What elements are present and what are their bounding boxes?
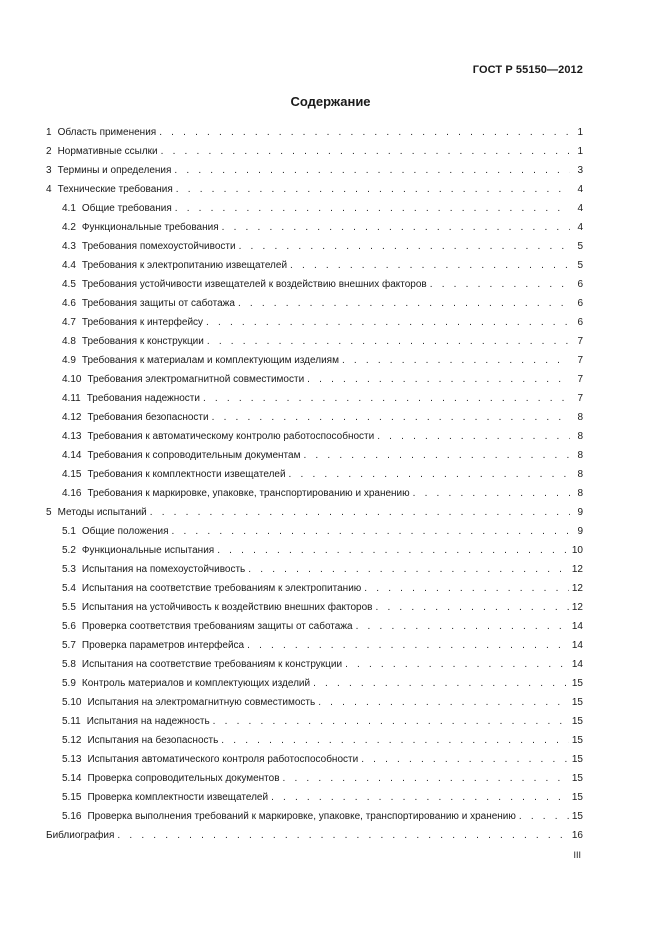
toc-entry[interactable] bbox=[46, 750, 583, 769]
toc-entry-number: 4.10 bbox=[62, 374, 82, 385]
toc-entry[interactable] bbox=[46, 123, 583, 142]
toc-entry-label: Испытания автоматического контроля работоспособности bbox=[87, 754, 359, 765]
toc-entry-number: 4.6 bbox=[62, 298, 76, 309]
toc-entry-label: Испытания на электромагнитную совместимость bbox=[87, 697, 316, 708]
toc-entry[interactable] bbox=[46, 560, 583, 579]
toc-entry-label: Контроль материалов и комплектующих изделий bbox=[81, 678, 311, 689]
dot-leader bbox=[342, 351, 570, 370]
toc-entry-label: Требования надежности bbox=[86, 393, 200, 404]
toc-entry-label: Технические требования bbox=[57, 184, 173, 195]
toc-entry-number: 4.14 bbox=[62, 450, 82, 461]
toc-entry-number: 2 bbox=[46, 146, 52, 157]
toc-entry-label: Требования к конструкции bbox=[81, 336, 204, 347]
toc-entry[interactable] bbox=[46, 769, 583, 788]
dot-leader bbox=[238, 294, 570, 313]
toc-entry[interactable] bbox=[46, 313, 583, 332]
toc-entry-label: Требования к электропитанию извещателей bbox=[81, 260, 288, 271]
toc-entry-page: 14 bbox=[571, 621, 583, 632]
toc-entry-page: 15 bbox=[571, 773, 583, 784]
toc-entry-label: Требования к интерфейсу bbox=[81, 317, 204, 328]
toc-entry-label: Испытания на устойчивость к воздействию внешних факторов bbox=[81, 602, 373, 613]
toc-entry-number: 4.3 bbox=[62, 241, 76, 252]
toc-entry-page: 7 bbox=[577, 393, 583, 404]
toc-entry-page: 5 bbox=[577, 241, 583, 252]
toc-entry-label: Функциональные испытания bbox=[81, 545, 215, 556]
toc-entry[interactable] bbox=[46, 275, 583, 294]
toc-entry-number: 4.15 bbox=[62, 469, 82, 480]
toc-entry-page: 14 bbox=[571, 659, 583, 670]
toc-entry[interactable] bbox=[46, 294, 583, 313]
dot-leader bbox=[345, 655, 569, 674]
dot-leader bbox=[172, 522, 571, 541]
toc-entry-page: 6 bbox=[577, 279, 583, 290]
toc-entry[interactable] bbox=[46, 617, 583, 636]
toc-entry-page: 6 bbox=[577, 298, 583, 309]
toc-entry[interactable] bbox=[46, 465, 583, 484]
toc-entry-number: 4 bbox=[46, 184, 52, 195]
dot-leader bbox=[221, 731, 569, 750]
toc-entry-page: 16 bbox=[571, 830, 583, 841]
toc-entry-number: 5.9 bbox=[62, 678, 76, 689]
dot-leader bbox=[375, 598, 568, 617]
toc-entry-number: 4.16 bbox=[62, 488, 82, 499]
toc-entry-page: 4 bbox=[577, 222, 583, 233]
toc-entry[interactable] bbox=[46, 674, 583, 693]
toc-entry[interactable] bbox=[46, 693, 583, 712]
dot-leader bbox=[150, 503, 570, 522]
toc-entry-number: 4.5 bbox=[62, 279, 76, 290]
table-of-contents bbox=[46, 123, 583, 845]
toc-entry-label: Требования помехоустойчивости bbox=[81, 241, 236, 252]
toc-entry-number: 5.7 bbox=[62, 640, 76, 651]
toc-entry-number: 5.3 bbox=[62, 564, 76, 575]
toc-entry-number: 4.4 bbox=[62, 260, 76, 271]
toc-entry-page: 3 bbox=[577, 165, 583, 176]
toc-entry-label: Требования безопасности bbox=[87, 412, 209, 423]
toc-entry-page: 8 bbox=[577, 488, 583, 499]
toc-entry-page: 7 bbox=[577, 355, 583, 366]
dot-leader bbox=[159, 123, 570, 142]
toc-entry[interactable] bbox=[46, 484, 583, 503]
toc-entry-label: Нормативные ссылки bbox=[57, 146, 158, 157]
toc-entry-number: 4.8 bbox=[62, 336, 76, 347]
dot-leader bbox=[213, 712, 569, 731]
toc-entry-page: 12 bbox=[571, 564, 583, 575]
toc-entry-label: Испытания на помехоустойчивость bbox=[81, 564, 246, 575]
toc-entry-label: Термины и определения bbox=[57, 165, 172, 176]
dot-leader bbox=[222, 218, 570, 237]
dot-leader bbox=[217, 541, 569, 560]
dot-leader bbox=[519, 807, 569, 826]
toc-entry[interactable] bbox=[46, 237, 583, 256]
toc-entry-page: 15 bbox=[571, 697, 583, 708]
toc-entry-label: Общие положения bbox=[81, 526, 169, 537]
toc-entry-label: Проверка соответствия требованиям защиты от саботажа bbox=[81, 621, 353, 632]
toc-entry[interactable] bbox=[46, 503, 583, 522]
toc-entry-number: 5.6 bbox=[62, 621, 76, 632]
toc-entry-label: Проверка комплектности извещателей bbox=[87, 792, 269, 803]
dot-leader bbox=[318, 693, 569, 712]
toc-entry-label: Испытания на соответствие требованиям к конструкции bbox=[81, 659, 343, 670]
toc-entry-number: 3 bbox=[46, 165, 52, 176]
dot-leader bbox=[174, 161, 570, 180]
toc-entry-number: 4.13 bbox=[62, 431, 82, 442]
toc-entry[interactable] bbox=[46, 655, 583, 674]
toc-entry[interactable] bbox=[46, 389, 583, 408]
toc-entry-label: Требования к маркировке, упаковке, транспортированию и хранению bbox=[87, 488, 410, 499]
toc-entry[interactable] bbox=[46, 522, 583, 541]
toc-entry-page: 12 bbox=[571, 602, 583, 613]
toc-entry-label: Испытания на безопасность bbox=[87, 735, 219, 746]
toc-entry-number: 5.10 bbox=[62, 697, 82, 708]
toc-entry-number: 5.15 bbox=[62, 792, 82, 803]
toc-entry-number: 5.4 bbox=[62, 583, 76, 594]
dot-leader bbox=[175, 199, 570, 218]
dot-leader bbox=[283, 769, 569, 788]
toc-entry-label: Испытания на соответствие требованиям к электропитанию bbox=[81, 583, 362, 594]
toc-entry-number: 4.9 bbox=[62, 355, 76, 366]
toc-entry-label: Проверка сопроводительных документов bbox=[87, 773, 280, 784]
toc-entry-number: 5.1 bbox=[62, 526, 76, 537]
toc-entry-page: 7 bbox=[577, 336, 583, 347]
toc-entry-number: 5.16 bbox=[62, 811, 82, 822]
dot-leader bbox=[239, 237, 570, 256]
toc-entry[interactable] bbox=[46, 370, 583, 389]
dot-leader bbox=[289, 465, 570, 484]
toc-entry-label: Требования устойчивости извещателей к воздействию внешних факторов bbox=[81, 279, 427, 290]
dot-leader bbox=[206, 313, 570, 332]
toc-entry-label: Методы испытаний bbox=[57, 507, 147, 518]
toc-entry-page: 1 bbox=[577, 127, 583, 138]
toc-entry[interactable] bbox=[46, 199, 583, 218]
toc-entry-number: 4.1 bbox=[62, 203, 76, 214]
dot-leader bbox=[307, 370, 570, 389]
dot-leader bbox=[212, 408, 570, 427]
dot-leader bbox=[413, 484, 570, 503]
toc-entry[interactable] bbox=[46, 180, 583, 199]
toc-entry-page: 6 bbox=[577, 317, 583, 328]
toc-entry[interactable] bbox=[46, 598, 583, 617]
toc-entry[interactable] bbox=[46, 712, 583, 731]
toc-entry-page: 15 bbox=[571, 792, 583, 803]
toc-entry-page: 14 bbox=[571, 640, 583, 651]
toc-entry[interactable] bbox=[46, 427, 583, 446]
toc-entry[interactable] bbox=[46, 256, 583, 275]
toc-entry-page: 5 bbox=[577, 260, 583, 271]
toc-entry[interactable] bbox=[46, 142, 583, 161]
toc-entry-label: Требования к материалам и комплектующим изделиям bbox=[81, 355, 339, 366]
toc-entry-number: 5.14 bbox=[62, 773, 82, 784]
standard-designation: ГОСТ Р 55150—2012 bbox=[472, 64, 583, 76]
dot-leader bbox=[207, 332, 570, 351]
toc-entry-page: 8 bbox=[577, 450, 583, 461]
toc-entry-label: Проверка выполнения требований к маркировке, упаковке, транспортированию и хранению bbox=[87, 811, 516, 822]
toc-entry-label: Требования электромагнитной совместимости bbox=[87, 374, 305, 385]
toc-entry-label: Общие требования bbox=[81, 203, 172, 214]
toc-entry[interactable] bbox=[46, 351, 583, 370]
dot-leader bbox=[247, 636, 569, 655]
toc-title: Содержание bbox=[290, 94, 371, 109]
dot-leader bbox=[313, 674, 569, 693]
toc-entry-label: Проверка параметров интерфейса bbox=[81, 640, 245, 651]
toc-entry-page: 4 bbox=[577, 184, 583, 195]
dot-leader bbox=[176, 180, 570, 199]
toc-entry-number: 5.2 bbox=[62, 545, 76, 556]
toc-entry-number: 5.5 bbox=[62, 602, 76, 613]
dot-leader bbox=[248, 560, 569, 579]
toc-entry[interactable] bbox=[46, 636, 583, 655]
dot-leader bbox=[430, 275, 570, 294]
toc-entry[interactable] bbox=[46, 731, 583, 750]
toc-entry-label: Библиография bbox=[46, 830, 115, 841]
toc-entry-number: 4.12 bbox=[62, 412, 82, 423]
dot-leader bbox=[303, 446, 570, 465]
toc-entry[interactable] bbox=[46, 161, 583, 180]
toc-entry-page: 7 bbox=[577, 374, 583, 385]
toc-entry-page: 15 bbox=[571, 811, 583, 822]
dot-leader bbox=[271, 788, 569, 807]
toc-entry-page: 15 bbox=[571, 754, 583, 765]
toc-entry-label: Функциональные требования bbox=[81, 222, 219, 233]
toc-entry-label: Требования к комплектности извещателей bbox=[87, 469, 286, 480]
toc-entry-page: 15 bbox=[571, 735, 583, 746]
dot-leader bbox=[364, 579, 569, 598]
toc-entry[interactable] bbox=[46, 218, 583, 237]
toc-entry[interactable] bbox=[46, 788, 583, 807]
toc-entry[interactable] bbox=[46, 332, 583, 351]
toc-entry-number: 4.2 bbox=[62, 222, 76, 233]
dot-leader bbox=[117, 826, 568, 845]
dot-leader bbox=[361, 750, 569, 769]
dot-leader bbox=[290, 256, 570, 275]
toc-entry-page: 15 bbox=[571, 716, 583, 727]
toc-entry-number: 4.11 bbox=[62, 393, 81, 404]
toc-entry[interactable] bbox=[46, 446, 583, 465]
toc-entry-number: 1 bbox=[46, 127, 52, 138]
toc-entry-page: 9 bbox=[577, 526, 583, 537]
toc-entry-page: 15 bbox=[571, 678, 583, 689]
toc-entry-number: 5.8 bbox=[62, 659, 76, 670]
toc-entry-page: 12 bbox=[571, 583, 583, 594]
toc-entry[interactable] bbox=[46, 408, 583, 427]
toc-entry-page: 1 bbox=[577, 146, 583, 157]
toc-entry-number: 5.12 bbox=[62, 735, 82, 746]
toc-entry-label: Испытания на надежность bbox=[86, 716, 210, 727]
dot-leader bbox=[203, 389, 570, 408]
toc-entry[interactable] bbox=[46, 541, 583, 560]
toc-entry-number: 5 bbox=[46, 507, 52, 518]
toc-entry-label: Область применения bbox=[57, 127, 157, 138]
toc-entry-page: 9 bbox=[577, 507, 583, 518]
toc-entry[interactable] bbox=[46, 807, 583, 826]
toc-entry-label: Требования к сопроводительным документам bbox=[87, 450, 301, 461]
toc-entry-number: 4.7 bbox=[62, 317, 76, 328]
toc-entry-number: 5.13 bbox=[62, 754, 82, 765]
toc-entry-number: 5.11 bbox=[62, 716, 81, 727]
dot-leader bbox=[161, 142, 570, 161]
toc-entry-label: Требования защиты от саботажа bbox=[81, 298, 235, 309]
toc-entry-page: 4 bbox=[577, 203, 583, 214]
toc-entry-label: Требования к автоматическому контролю работоспособности bbox=[87, 431, 375, 442]
page-folio: III bbox=[573, 850, 581, 860]
toc-entry-page: 8 bbox=[577, 469, 583, 480]
toc-entry[interactable] bbox=[46, 579, 583, 598]
toc-entry-page: 10 bbox=[571, 545, 583, 556]
dot-leader bbox=[377, 427, 570, 446]
toc-entry-page: 8 bbox=[577, 431, 583, 442]
dot-leader bbox=[356, 617, 569, 636]
toc-entry[interactable] bbox=[46, 826, 583, 845]
toc-entry-page: 8 bbox=[577, 412, 583, 423]
